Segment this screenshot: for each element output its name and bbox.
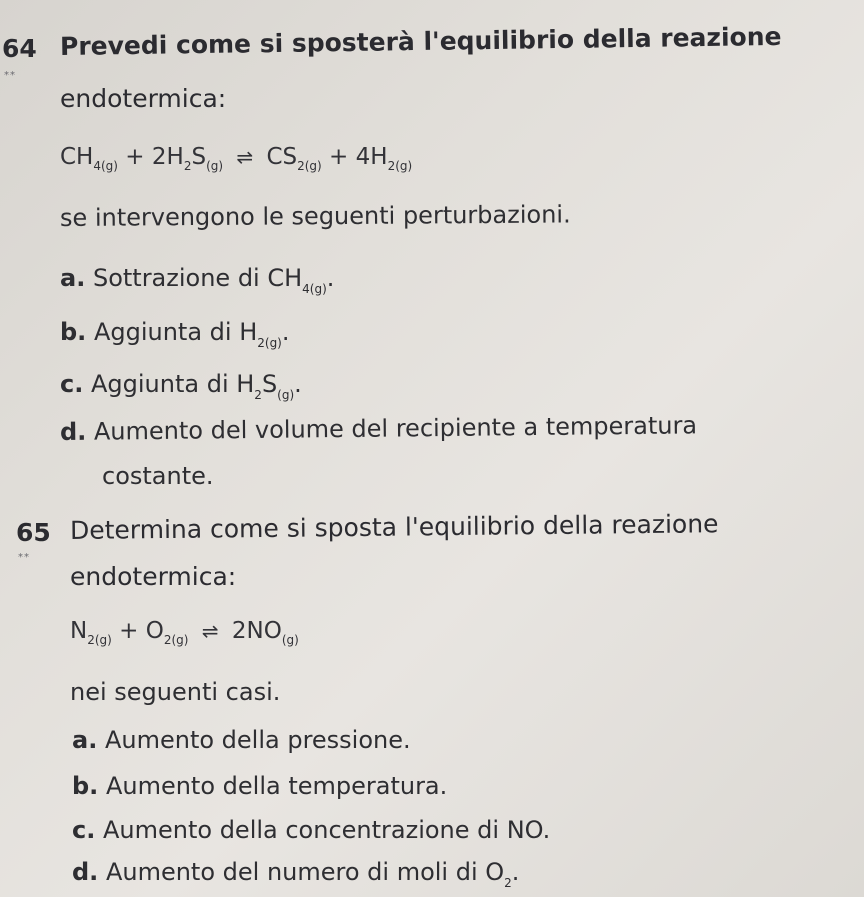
eq64-reactant-1-sub: 4(g) xyxy=(93,159,118,173)
exercise-65-item-c xyxy=(72,818,550,842)
exercise-64-title: Prevedi come si sposterà l'equilibrio della reazione xyxy=(59,21,782,61)
item-letter: c. xyxy=(60,370,84,398)
eq65-reactant-1: N xyxy=(70,618,88,644)
eq64-product-2: + 4H xyxy=(329,144,388,170)
item-text: Aumento del volume del recipiente a temperatura xyxy=(93,411,698,446)
item-text: Aumento della pressione. xyxy=(104,726,411,754)
exercise-64-item-b xyxy=(60,320,290,349)
exercise-64-number: 64 xyxy=(2,34,37,63)
exercise-65-intro: nei seguenti casi. xyxy=(70,678,281,706)
exercise-65-item-b xyxy=(72,774,447,798)
eq64-product-2-sub: 2(g) xyxy=(387,159,413,173)
eq64-reactant-2-sub1: 2 xyxy=(183,159,192,173)
item-text: Aggiunta di H xyxy=(93,318,258,346)
item-letter: c. xyxy=(72,816,96,844)
eq65-reactant-1-sub: 2(g) xyxy=(87,633,112,647)
item-letter: a. xyxy=(72,726,98,754)
item-end: . xyxy=(281,318,290,346)
item-end: . xyxy=(294,370,302,398)
equilibrium-arrow-icon: ⇌ xyxy=(236,145,254,169)
eq65-product-1: 2NO xyxy=(231,618,282,644)
item-letter: d. xyxy=(59,417,87,446)
eq64-reactant-2b: S xyxy=(191,144,207,170)
item-letter: a. xyxy=(60,264,86,292)
item-end: . xyxy=(326,264,335,292)
eq64-product-1-sub: 2(g) xyxy=(297,159,322,173)
exercise-64-item-d-cont: costante. xyxy=(102,462,214,490)
exercise-65-item-a xyxy=(72,728,411,752)
exercise-65-item-d xyxy=(72,860,519,889)
item-text: Aumento della temperatura. xyxy=(105,772,448,800)
eq64-reactant-1: CH xyxy=(60,144,94,170)
exercise-64-equation xyxy=(60,146,412,172)
exercise-64-intro: se intervengono le seguenti perturbazioni. xyxy=(59,200,571,232)
equilibrium-arrow-icon: ⇌ xyxy=(201,619,219,643)
exercise-65-difficulty: ** xyxy=(18,552,30,563)
exercise-64-item-a xyxy=(60,266,334,295)
exercise-65-number: 65 xyxy=(16,518,51,547)
exercise-64-item-c xyxy=(60,372,302,401)
exercise-65-title: Determina come si sposta l'equilibrio della reazione xyxy=(69,509,719,545)
eq65-reactant-2-sub: 2(g) xyxy=(163,633,189,647)
item-sub: 4(g) xyxy=(302,282,327,296)
item-text: Aggiunta di H xyxy=(90,370,255,398)
exercise-64-item-d xyxy=(60,413,697,444)
exercise-65-title-cont: endotermica: xyxy=(70,562,237,591)
item-end: . xyxy=(511,858,520,886)
item-text: Sottrazione di CH xyxy=(92,264,303,292)
item-text-2: S xyxy=(261,370,278,398)
eq64-reactant-2: + 2H xyxy=(125,144,184,170)
exercise-64-title-cont: endotermica: xyxy=(60,84,227,113)
item-text: Aumento della concentrazione di NO. xyxy=(102,816,551,844)
item-letter: d. xyxy=(72,858,99,886)
item-letter: b. xyxy=(72,772,99,800)
exercise-65-equation xyxy=(70,620,299,646)
item-text: Aumento del numero di moli di O xyxy=(105,858,505,886)
item-letter: b. xyxy=(60,318,87,346)
exercise-64-difficulty: ** xyxy=(4,70,16,81)
eq65-product-1-sub: (g) xyxy=(281,633,299,647)
item-sub-mid: 2 xyxy=(254,388,262,402)
item-sub: (g) xyxy=(277,388,295,402)
eq65-reactant-2: + O xyxy=(119,618,164,644)
item-sub: 2 xyxy=(504,876,512,890)
eq64-product-1: CS xyxy=(266,144,298,170)
item-sub: 2(g) xyxy=(257,336,282,350)
eq64-reactant-2-sub2: (g) xyxy=(206,159,224,173)
